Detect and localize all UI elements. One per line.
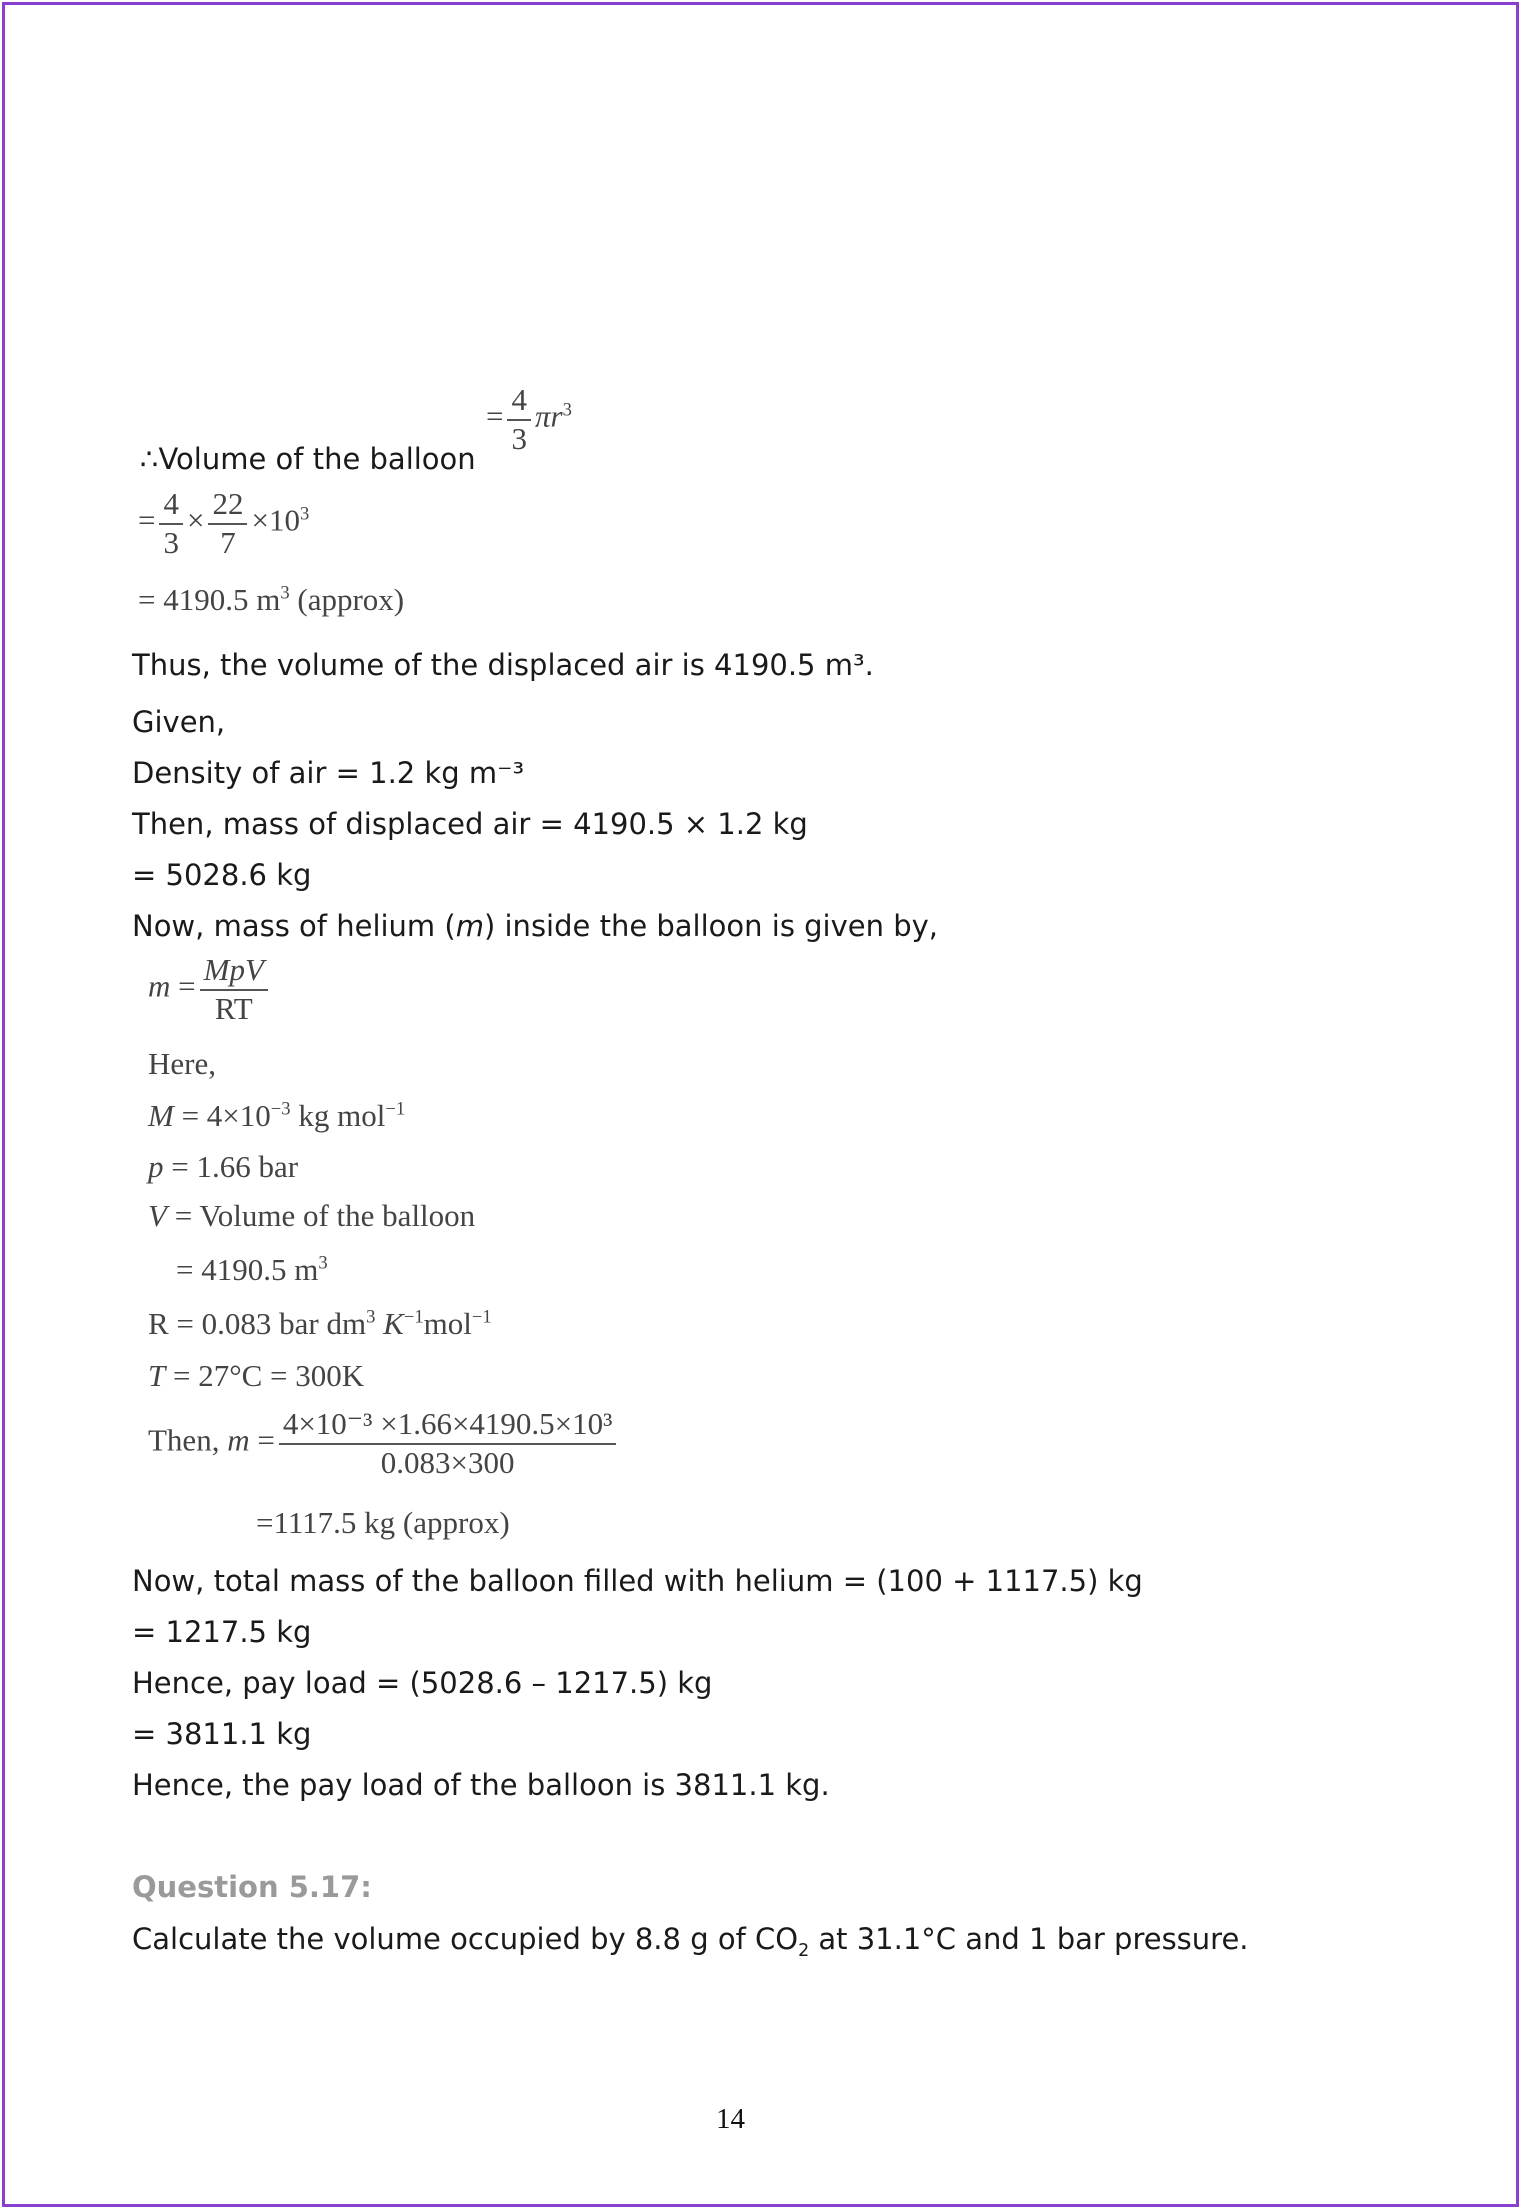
- here-label: Here,: [148, 1046, 216, 1081]
- mass-displaced-line: Then, mass of displaced air = 4190.5 × 1.2 kg: [132, 807, 808, 841]
- volume-line: V = Volume of the balloon: [148, 1198, 476, 1233]
- volume-step-2: = 4190.5 $m^3$ (approx): [138, 582, 405, 617]
- page-number: 14: [716, 2103, 745, 2135]
- volume-step-1: = $\frac{4}{3}$ × $\frac{22}{7}$ $\times 10^3$: [138, 486, 310, 560]
- pressure-line: p = 1.66 bar: [148, 1149, 299, 1184]
- question-text: Calculate the volume occupied by 8.8 g of $CO_2$ at 31.1°C and 1 bar pressure.: [132, 1922, 1249, 1961]
- helium-calculation: Then, m = $\frac{\text{4×10⁻³ ×1.66×4190.5×10³}}{0.083\times 300}$: [148, 1408, 620, 1479]
- helium-result: =1117.5 kg (approx): [256, 1505, 510, 1540]
- temperature-line: T = 27°C = 300K: [148, 1358, 365, 1393]
- volume-label: ∴Volume of the balloon: [140, 442, 476, 476]
- displaced-air-paragraph: Thus, the volume of the displaced air is 4190.5 m³.: [132, 648, 874, 682]
- total-mass-result: = 1217.5 kg: [132, 1615, 312, 1649]
- gas-constant-line: R = 0.083 bar $dm^3$ $K^{-1}mol^{-1}$: [148, 1306, 492, 1341]
- question-heading: Question 5.17:: [132, 1870, 372, 1904]
- therefore-symbol: ∴: [140, 442, 159, 476]
- volume-formula: = $\frac{4}{3}$ $\pi r^3$: [486, 382, 572, 456]
- helium-formula: m = $\frac{\text{MpV}}{RT}$: [148, 954, 272, 1025]
- total-mass-line: Now, total mass of the balloon filled with helium = (100 + 1117.5) kg: [132, 1564, 1143, 1598]
- conclusion-line: Hence, the pay load of the balloon is 3811.1 kg.: [132, 1768, 830, 1802]
- molar-mass-line: $M = 4\times 10^{-3}$ kg mol$^{-1}$: [148, 1098, 406, 1133]
- pay-load-result: = 3811.1 kg: [132, 1717, 312, 1751]
- density-line: Density of air = 1.2 kg m⁻³: [132, 756, 525, 790]
- mass-displaced-result: = 5028.6 kg: [132, 858, 312, 892]
- given-label: Given,: [132, 705, 226, 739]
- pay-load-line: Hence, pay load = (5028.6 – 1217.5) kg: [132, 1666, 713, 1700]
- volume-value-line: = 4190.5 $m^3$: [176, 1252, 328, 1287]
- mass-helium-intro: Now, mass of helium (m) inside the balloon is given by,: [132, 909, 938, 943]
